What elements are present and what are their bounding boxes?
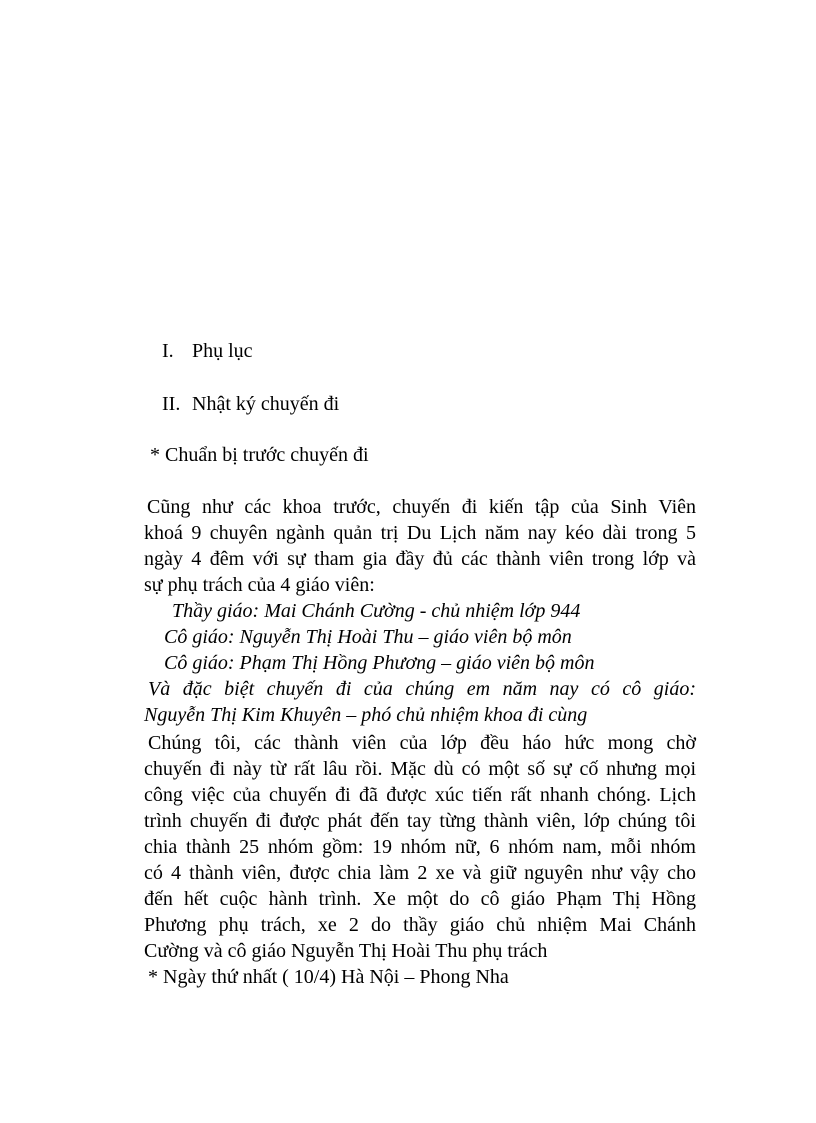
paragraph2-line: Cường và cô giáo Nguyễn Thị Hoài Thu phụ trách [144,940,548,962]
paragraph2-line: có 4 thành viên, được chia làm 2 xe và giữ nguyên như vậy cho [144,862,696,884]
paragraph1-line: khoá 9 chuyên ngành quản trị Du Lịch năm nay kéo dài trong 5 [144,522,696,544]
heading-number: II. [162,393,181,415]
paragraph2-line: Phương phụ trách, xe 2 do thầy giáo chủ nhiệm Mai Chánh [144,914,696,936]
teacher-line: Thầy giáo: Mai Chánh Cường - chủ nhiệm lớp 944 [172,600,581,622]
special-note-line: Nguyễn Thị Kim Khuyên – phó chủ nhiệm khoa đi cùng [144,704,588,726]
paragraph2-line: đến hết cuộc hành trình. Xe một do cô giáo Phạm Thị Hồng [144,888,696,910]
teacher-line: Cô giáo: Nguyễn Thị Hoài Thu – giáo viên bộ môn [164,626,572,648]
heading-trip-diary [162,391,339,417]
paragraph2-line: Chúng tôi, các thành viên của lớp đều háo hức mong chờ [148,732,696,754]
section-preparation-title: * Chuẩn bị trước chuyến đi [150,444,369,466]
special-note-line: Và đặc biệt chuyến đi của chúng em năm nay có cô giáo: [148,678,696,700]
paragraph1-line: Cũng như các khoa trước, chuyến đi kiến tập của Sinh Viên [147,496,696,518]
section-day1-title: * Ngày thứ nhất ( 10/4) Hà Nội – Phong Nha [148,966,509,988]
paragraph1-line: ngày 4 đêm với sự tham gia đầy đủ các thành viên trong lớp và [144,548,696,570]
heading-appendix [162,338,253,364]
heading-text: Phụ lục [192,340,253,362]
paragraph2-line: trình chuyến đi được phát đến tay từng thành viên, lớp chúng tôi [144,810,696,832]
paragraph1-line: sự phụ trách của 4 giáo viên: [144,574,375,596]
heading-number: I. [162,340,174,362]
paragraph2-line: chuyến đi này từ rất lâu rồi. Mặc dù có một số sự cố nhưng mọi [144,758,696,780]
paragraph2-line: chia thành 25 nhóm gồm: 19 nhóm nữ, 6 nhóm nam, mỗi nhóm [144,836,696,858]
paragraph2-line: công việc của chuyến đi đã được xúc tiến rất nhanh chóng. Lịch [144,784,696,806]
heading-text: Nhật ký chuyến đi [192,393,340,415]
teacher-line: Cô giáo: Phạm Thị Hồng Phương – giáo viên bộ môn [164,652,595,674]
